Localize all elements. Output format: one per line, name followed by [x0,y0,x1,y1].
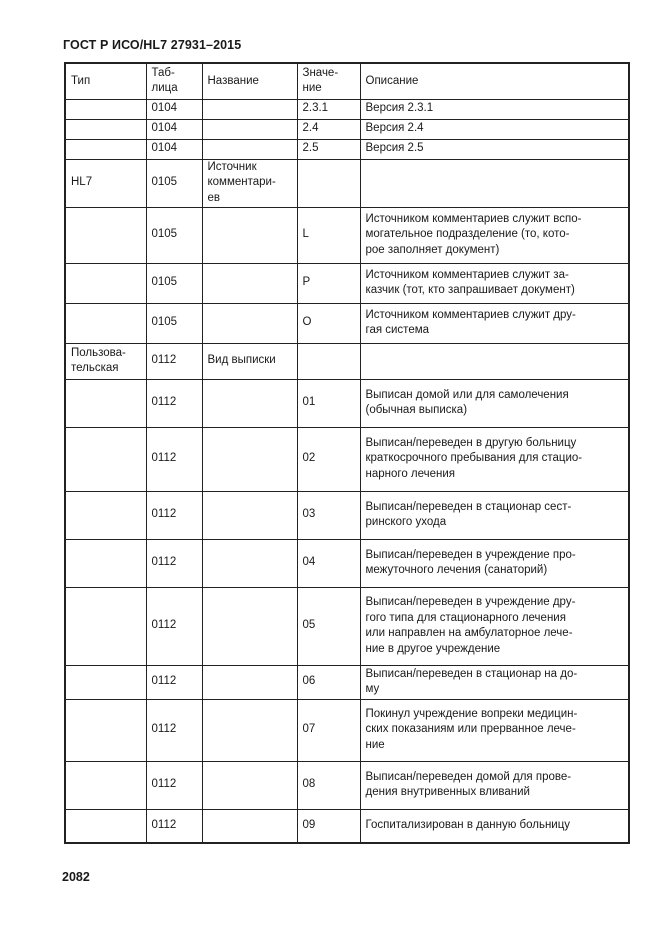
cell-name [202,263,297,303]
cell-table: 0112 [146,539,202,587]
cell-description: Выписан/переведен в стационар на до- му [360,665,629,699]
cell-table: 0112 [146,699,202,761]
table-row [65,491,629,539]
cell-table: 0112 [146,427,202,491]
page-number: 2082 [62,870,90,884]
cell-name [202,379,297,427]
cell-table: 0112 [146,343,202,379]
cell-name [202,491,297,539]
cell-description: Версия 2.3.1 [360,99,629,119]
cell-value: P [297,263,360,303]
cell-description: Покинул учреждение вопреки медицин- ских показаниям или прерванное лече- ние [360,699,629,761]
cell-description [360,159,629,207]
cell-type [65,427,146,491]
cell-name [202,587,297,665]
cell-value: 03 [297,491,360,539]
cell-description: Выписан/переведен домой для прове- дения внутривенных вливаний [360,761,629,809]
table-row [65,539,629,587]
cell-type: HL7 [65,159,146,207]
cell-value: 2.4 [297,119,360,139]
cell-type [65,587,146,665]
table-row [65,665,629,699]
cell-table: 0104 [146,99,202,119]
table-row [65,139,629,159]
cell-name [202,665,297,699]
cell-table: 0112 [146,809,202,843]
cell-table: 0112 [146,491,202,539]
cell-table: 0105 [146,207,202,263]
table-row [65,809,629,843]
table-row [65,303,629,343]
cell-description: Источником комментариев служит за- казчик (тот, кто запрашивает документ) [360,263,629,303]
cell-description: Выписан/переведен в стационар сест- ринского ухода [360,491,629,539]
cell-type [65,99,146,119]
table-row [65,699,629,761]
document-title: ГОСТ Р ИСО/HL7 27931–2015 [63,38,242,52]
table-row [65,761,629,809]
cell-name: Источник комментари- ев [202,159,297,207]
cell-value: 06 [297,665,360,699]
cell-value: 08 [297,761,360,809]
cell-name [202,99,297,119]
code-table [64,62,630,844]
cell-description: Госпитализирован в данную больницу [360,809,629,843]
cell-value [297,343,360,379]
cell-value: L [297,207,360,263]
col-header-description: Описание [360,63,629,99]
cell-type [65,119,146,139]
cell-name [202,539,297,587]
cell-type [65,207,146,263]
cell-type [65,491,146,539]
cell-type [65,539,146,587]
table-row [65,343,629,379]
cell-name [202,699,297,761]
col-header-name: Название [202,63,297,99]
table-row [65,99,629,119]
table-header-row [65,63,629,99]
cell-table: 0112 [146,379,202,427]
cell-type: Пользова- тельская [65,343,146,379]
cell-table: 0112 [146,587,202,665]
cell-description: Источником комментариев служит дру- гая система [360,303,629,343]
cell-description: Источником комментариев служит вспо- могательное подразделение (то, кото- рое заполняет документ) [360,207,629,263]
table-row [65,207,629,263]
cell-table: 0105 [146,263,202,303]
cell-description: Версия 2.4 [360,119,629,139]
cell-type [65,139,146,159]
cell-name [202,139,297,159]
table-row [65,427,629,491]
cell-type [65,809,146,843]
cell-name [202,303,297,343]
cell-table: 0104 [146,119,202,139]
cell-value: O [297,303,360,343]
cell-name [202,427,297,491]
cell-description: Версия 2.5 [360,139,629,159]
cell-description [360,343,629,379]
table-row [65,263,629,303]
table-row [65,119,629,139]
cell-type [65,303,146,343]
table-row [65,379,629,427]
cell-name [202,809,297,843]
col-header-value: Значе- ние [297,63,360,99]
cell-table: 0112 [146,665,202,699]
cell-name [202,119,297,139]
cell-description: Выписан/переведен в учреждение про- межуточного лечения (санаторий) [360,539,629,587]
cell-value [297,159,360,207]
cell-name [202,207,297,263]
table-row [65,159,629,207]
cell-table: 0112 [146,761,202,809]
cell-type [65,761,146,809]
cell-name [202,761,297,809]
cell-table: 0105 [146,303,202,343]
cell-table: 0105 [146,159,202,207]
table-row [65,587,629,665]
cell-description: Выписан/переведен в учреждение дру- гого типа для стационарного лечения или направлен на амбулаторное лече- ние в другое учреждение [360,587,629,665]
cell-table: 0104 [146,139,202,159]
cell-value: 2.3.1 [297,99,360,119]
cell-value: 04 [297,539,360,587]
cell-description: Выписан домой или для самолечения (обычная выписка) [360,379,629,427]
cell-description: Выписан/переведен в другую больницу краткосрочного пребывания для стацио- нарного лечения [360,427,629,491]
cell-value: 09 [297,809,360,843]
cell-type [65,263,146,303]
cell-value: 05 [297,587,360,665]
cell-value: 01 [297,379,360,427]
cell-type [65,665,146,699]
cell-value: 2.5 [297,139,360,159]
table-body [65,99,629,843]
cell-name: Вид выписки [202,343,297,379]
cell-type [65,379,146,427]
col-header-table: Таб- лица [146,63,202,99]
cell-value: 02 [297,427,360,491]
col-header-type: Тип [65,63,146,99]
cell-type [65,699,146,761]
cell-value: 07 [297,699,360,761]
